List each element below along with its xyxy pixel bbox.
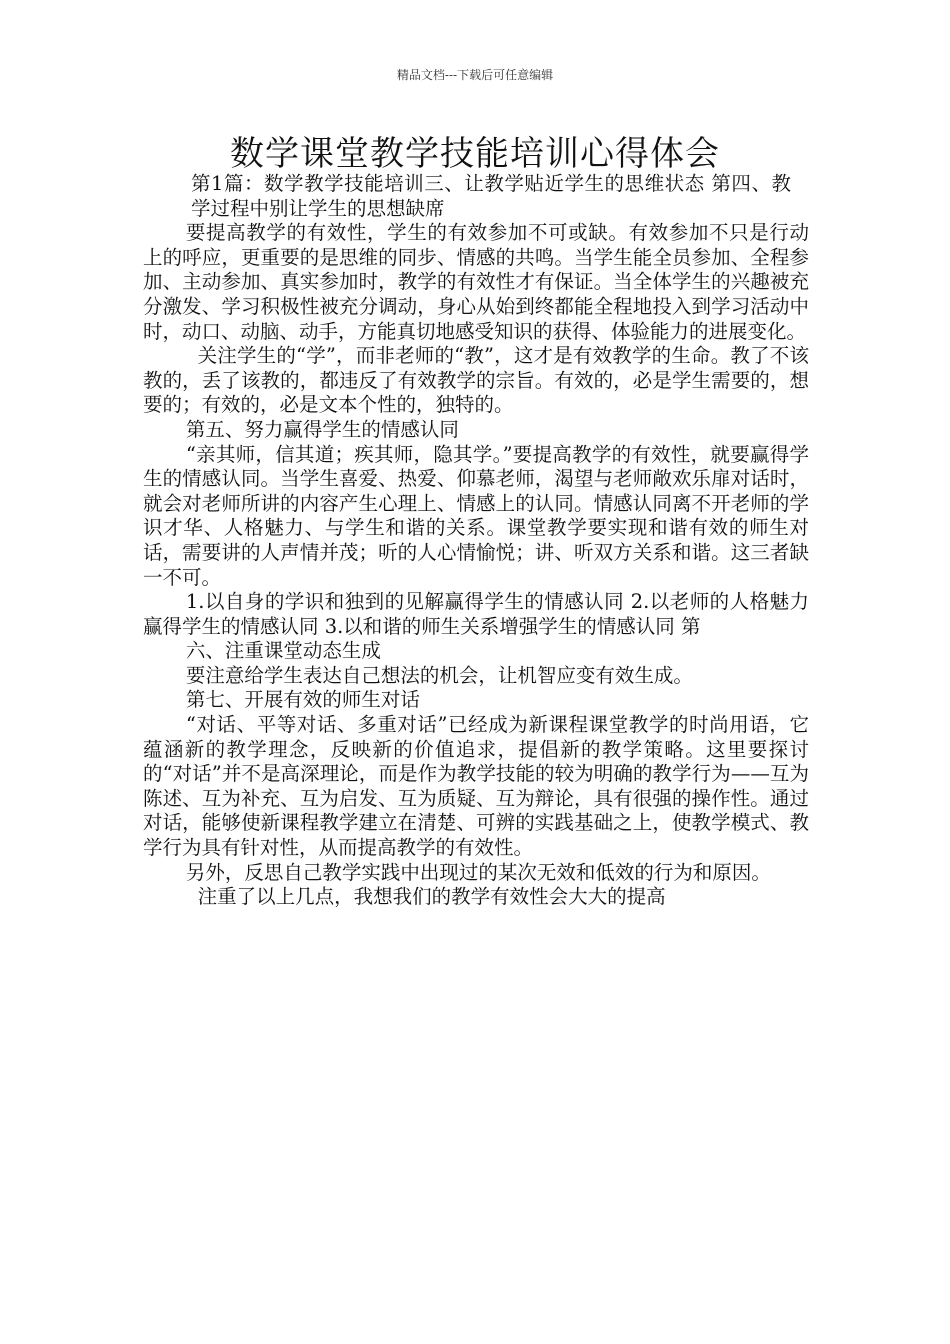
section-heading: 第七、开展有效的师生对话	[185, 688, 420, 712]
body-paragraph: 1.以自身的学识和独到的见解赢得学生的情感认同 2.以老师的人格魅力赢得学生的情感认同 3.以和谐的师生关系增强学生的情感认同 第	[143, 590, 809, 638]
body-paragraph: “亲其师，信其道；疾其师，隐其学。”要提高教学的有效性，就要赢得学生的情感认同。当学生喜爱、热爱、仰慕老师，渴望与老师敞欢乐扉对话时，就会对老师所讲的内容产生心理上、情感上的认同。情感认同离不开老师的学识才华、人格魅力、与学生和谐的关系。课堂教学要实现和谐有效的师生对话，需要讲的人声情并茂；听的人心情愉悦；讲、听双方关系和谐。这三者缺一不可。	[143, 442, 809, 589]
document-body	[143, 172, 809, 910]
body-paragraph: 要提高教学的有效性，学生的有效参加不可或缺。有效参加不只是行动上的呼应，更重要的是思维的同步、情感的共鸣。当学生能全员参加、全程参加、主动参加、真实参加时，教学的有效性才有保证。当全体学生的兴趣被充分激发、学习积极性被充分调动，身心从始到终都能全程地投入到学习活动中时，动口、动脑、动手，方能真切地感受知识的获得、体验能力的进展变化。	[143, 221, 809, 343]
subtitle-paragraph: 第1篇：数学教学技能培训三、让教学贴近学生的思维状态 第四、教学过程中别让学生的思想缺席	[191, 172, 791, 220]
section-heading: 第五、努力赢得学生的情感认同	[185, 417, 459, 441]
body-paragraph: 关注学生的“学”，而非老师的“教”，这才是有效教学的生命。教了不该教的，丢了该教的，都违反了有效教学的宗旨。有效的，必是学生需要的，想要的；有效的，必是文本个性的，独特的。	[143, 344, 809, 417]
section-heading: 六、注重课堂动态生成	[185, 639, 381, 663]
document-title: 数学课堂教学技能培训心得体会	[230, 134, 720, 174]
page-header: 精品文档---下载后可任意编辑	[396, 68, 554, 82]
body-paragraph: 另外，反思自己教学实践中出现过的某次无效和低效的行为和原因。	[185, 860, 771, 884]
body-paragraph: 要注意给学生表达自己想法的机会，让机智应变有效生成。	[185, 663, 693, 687]
closing-paragraph: 注重了以上几点，我想我们的教学有效性会大大的提高	[197, 885, 666, 909]
body-paragraph: “对话、平等对话、多重对话”已经成为新课程课堂教学的时尚用语，它蕴涵新的教学理念，反映新的价值追求，提倡新的教学策略。这里要探讨的“对话”并不是高深理论，而是作为教学技能的较为明确的教学行为——互为陈述、互为补充、互为启发、互为质疑、互为辩论，具有很强的操作性。通过对话，能够使新课程教学建立在清楚、可辨的实践基础之上，使教学模式、教学行为具有针对性，从而提高教学的有效性。	[143, 713, 809, 860]
